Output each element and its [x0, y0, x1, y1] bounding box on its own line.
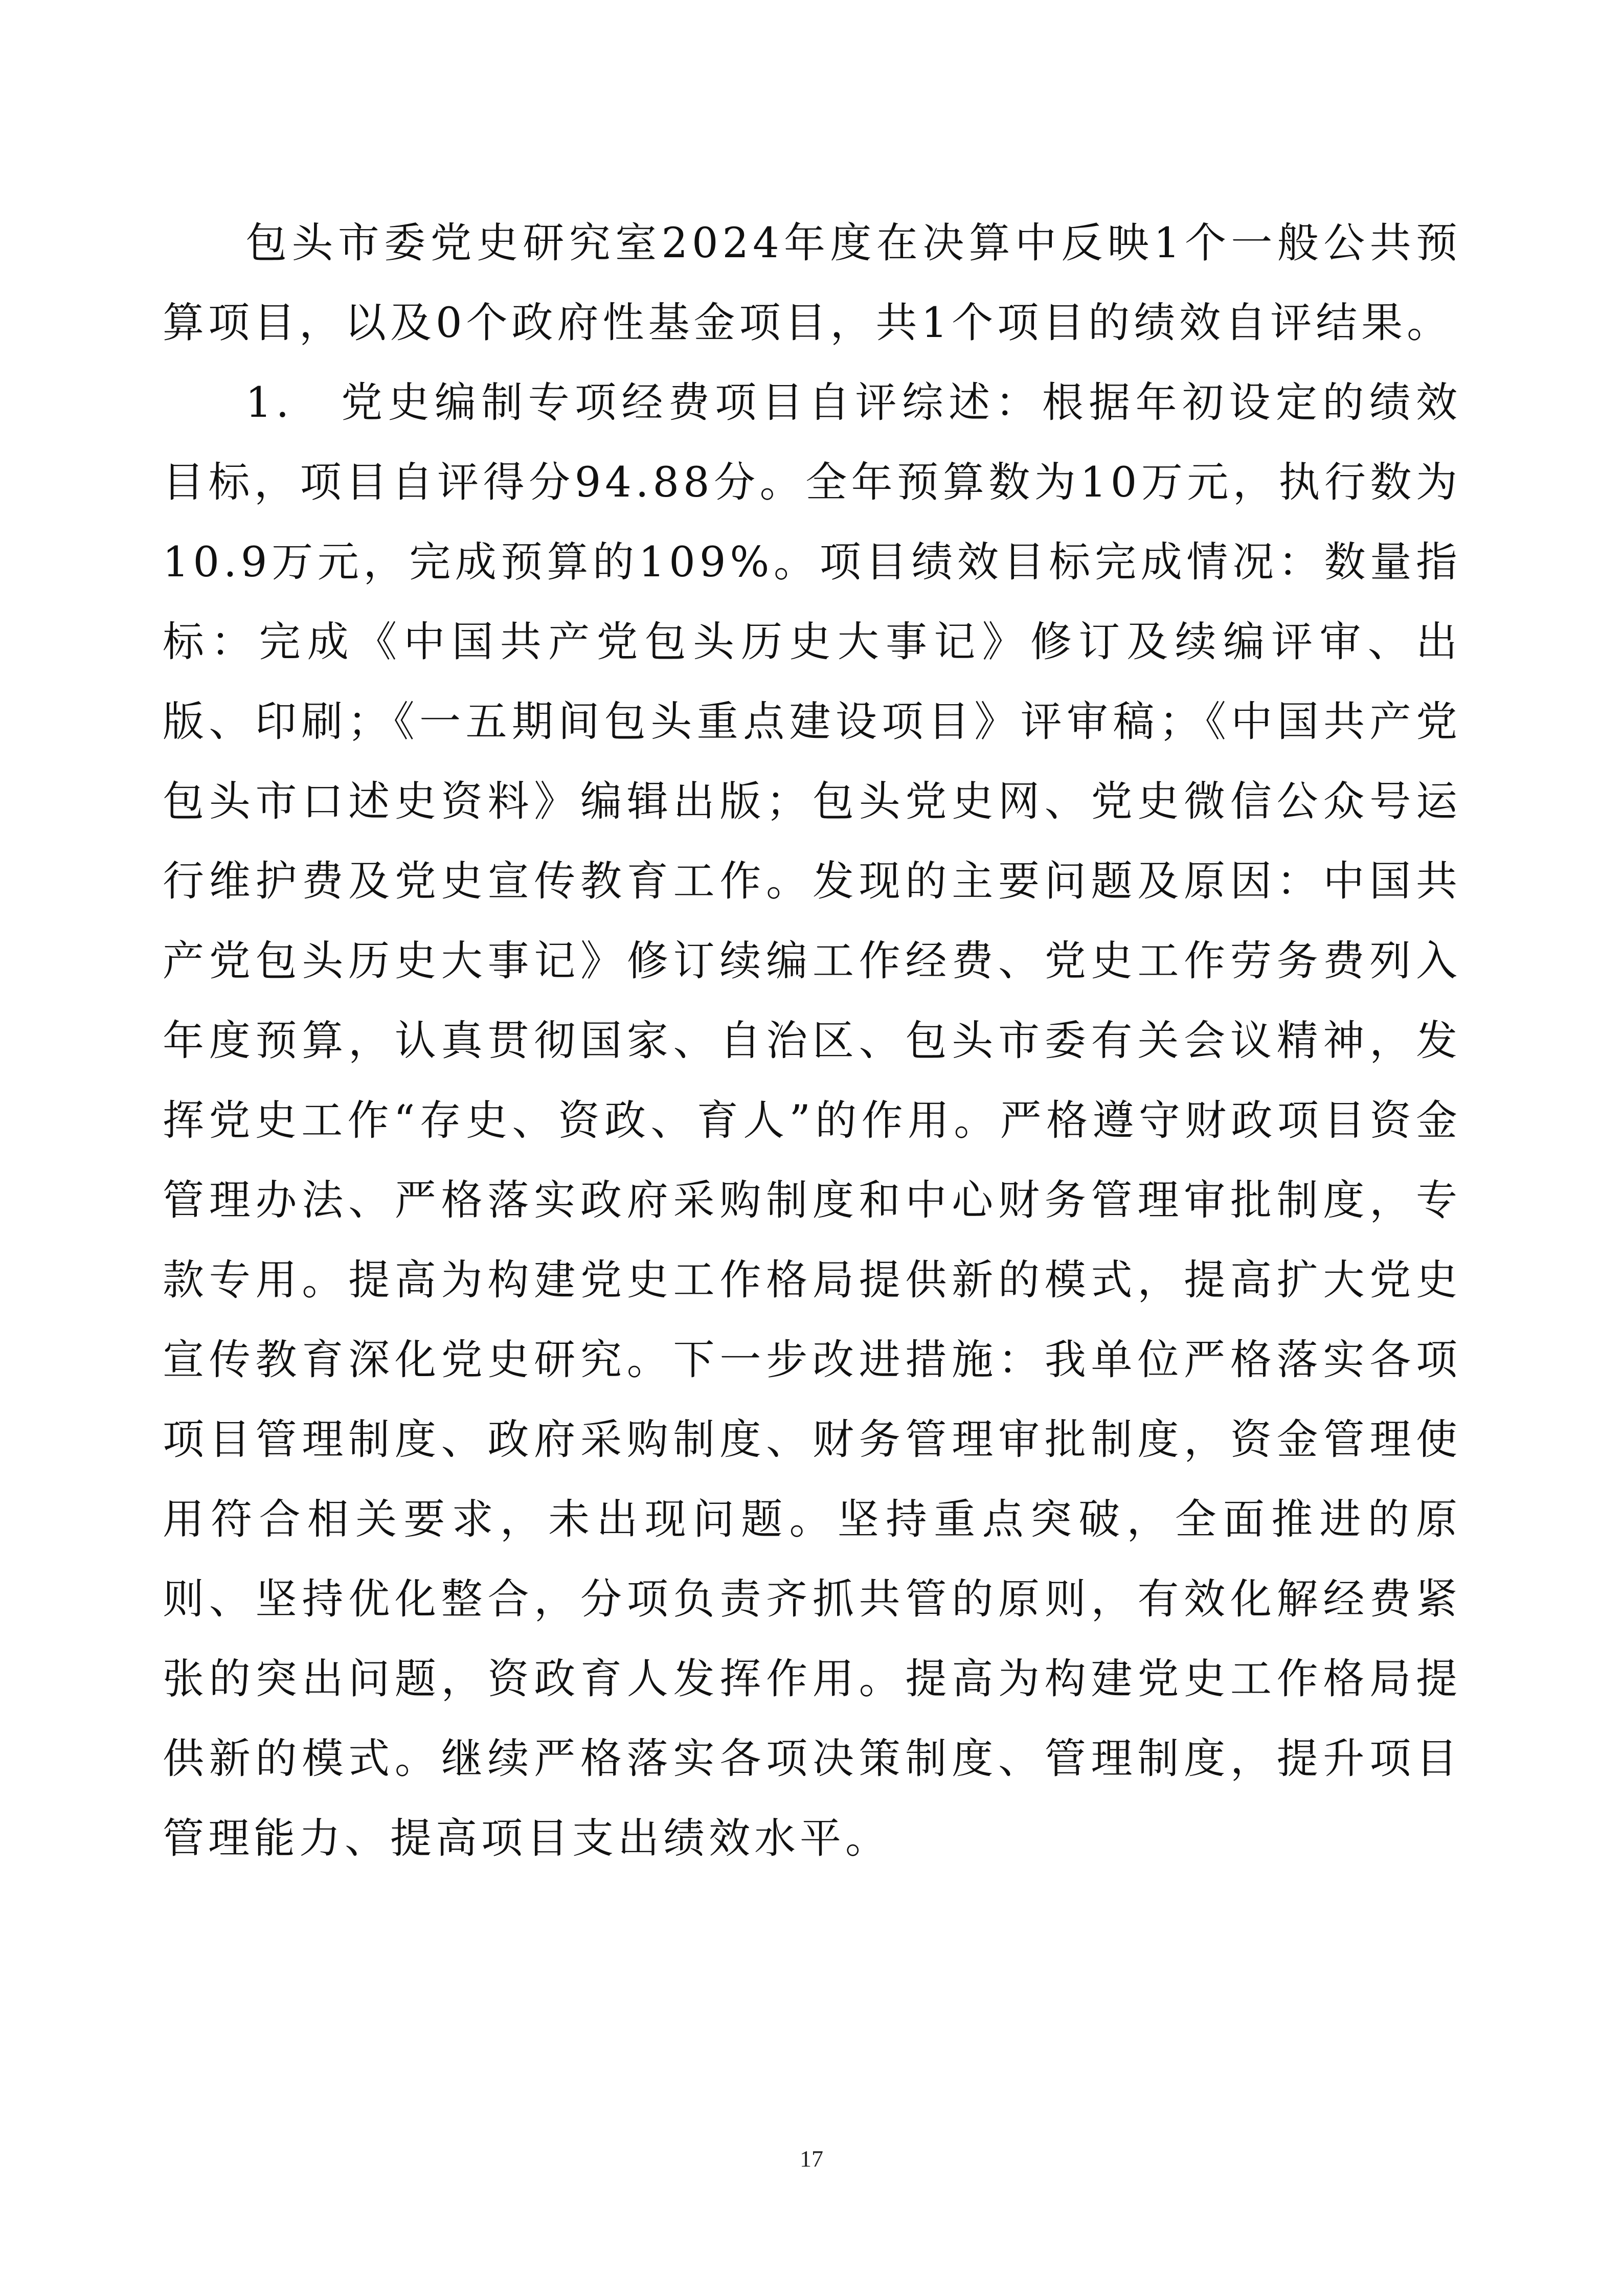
- paragraph-summary: 包头市委党史研究室2024年度在决算中反映1个一般公共预算项目，以及0个政府性基金项目，共1个项目的绩效自评结果。: [163, 219, 1461, 347]
- paragraph-project-evaluation: 1. 党史编制专项经费项目自评综述：根据年初设定的绩效目标，项目自评得分94.88分。全年预算数为10万元，执行数为10.9万元，完成预算的109%。项目绩效目标完成情况：数量指标：完成《中国共产党包头历史大事记》修订及续编评审、出版、印刷；《一五期间包头重点建设项目》评审稿；《中国共产党包头市口述史资料》编辑出版；包头党史网、党史微信公众号运行维护费及党史宣传教育工作。发现的主要问题及原因：中国共产党包头历史大事记》修订续编工作经费、党史工作劳务费列入年度预算，认真贯彻国家、自治区、包头市委有关会议精神，发挥党史工作“存史、资政、育人”的作用。严格遵守财政项目资金管理办法、严格落实政府采购制度和中心财务管理审批制度，专款专用。提高为构建党史工作格局提供新的模式，提高扩大党史宣传教育深化党史研究。下一步改进措施：我单位严格落实各项项目管理制度、政府采购制度、财务管理审批制度，资金管理使用符合相关要求，未出现问题。坚持重点突破，全面推进的原则、坚持优化整合，分项负责齐抓共管的原则，有效化解经费紧张的突出问题，资政育人发挥作用。提高为构建党史工作格局提供新的模式。继续严格落实各项决策制度、管理制度，提升项目管理能力、提高项目支出绩效水平。: [163, 379, 1461, 1863]
- page-number: 17: [800, 2146, 823, 2172]
- body-text: [163, 204, 1461, 1879]
